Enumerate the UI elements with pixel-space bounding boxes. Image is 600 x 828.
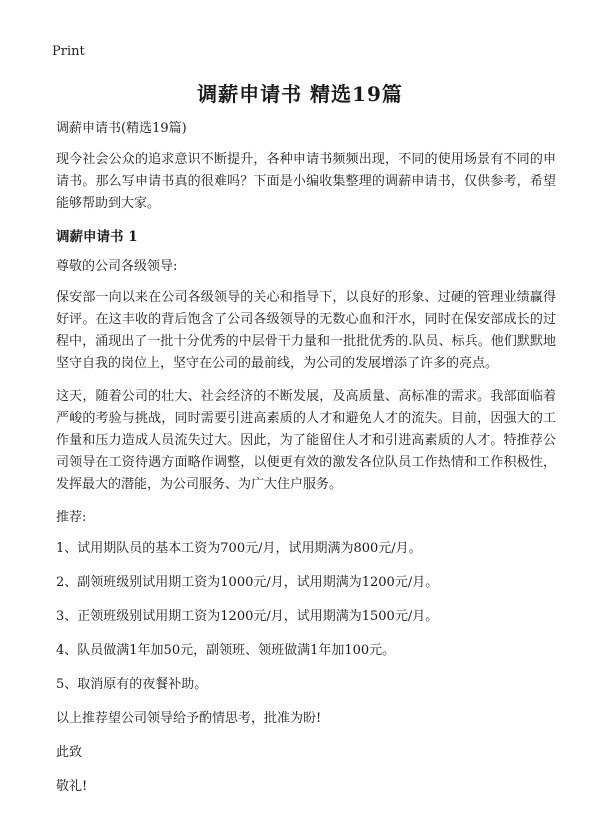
list-item: 4、队员做满1年加50元，副领班、领班做满1年加100元。 <box>56 643 396 658</box>
body-paragraph-2: 这天，随着公司的壮大、社会经济的不断发展，及高质量、高标准的需求。我部面临着严峻的考验与挑战，同时需要引进高素质的人才和避免人才的流失。目前，因强大的工作量和压力造成人员流失过大。因此，为了能留住人才和引进高素质的人才。特推荐公司领导在工资待遇方面略作调整，以便更有效的激发各位队员工作热情和工作积极性，发挥最大的潜能，为公司服务、为广大住户服务。 <box>56 389 556 492</box>
sign-off-line-1: 此致 <box>56 745 83 760</box>
document-subtitle: 调薪申请书(精选19篇) <box>56 121 187 136</box>
list-item: 5、取消原有的夜餐补助。 <box>56 677 208 692</box>
document-body <box>56 118 556 810</box>
list-item: 2、副领班级别试用期工资为1000元/月，试用期满为1200元/月。 <box>56 575 439 590</box>
salutation: 尊敬的公司各级领导: <box>56 259 178 274</box>
section-heading: 调薪申请书 1 <box>56 229 138 245</box>
print-link[interactable]: Print <box>52 44 85 59</box>
page-title: 调薪申请书 精选19篇 <box>197 82 403 106</box>
body-paragraph-1: 保安部一向以来在公司各级领导的关心和指导下，以良好的形象、过硬的管理业绩赢得好评。在这丰收的背后饱含了公司各级领导的无数心血和汗水，同时在保安部成长的过程中，涌现出了一批十分优秀的中层骨干力量和一批批优秀的.队员、标兵。他们默默地坚守自我的岗位上，坚守在公司的最前线，为公司的发展增添了许多的亮点。 <box>56 290 556 371</box>
intro-paragraph: 现今社会公众的追求意识不断提升，各种申请书频频出现，不同的使用场景有不同的申请书。那么写申请书真的很难吗？下面是小编收集整理的调薪申请书，仅供参考，希望能够帮助到大家。 <box>56 152 556 211</box>
recommend-label: 推荐: <box>56 510 87 525</box>
list-item: 3、正领班级别试用期工资为1200元/月，试用期满为1500元/月。 <box>56 609 439 624</box>
list-item: 1、试用期队员的基本工资为700元/月，试用期满为800元/月。 <box>56 541 422 556</box>
closing-line: 以上推荐望公司领导给予酌情思考，批准为盼! <box>56 711 322 726</box>
sign-off-line-2: 敬礼! <box>56 779 88 794</box>
